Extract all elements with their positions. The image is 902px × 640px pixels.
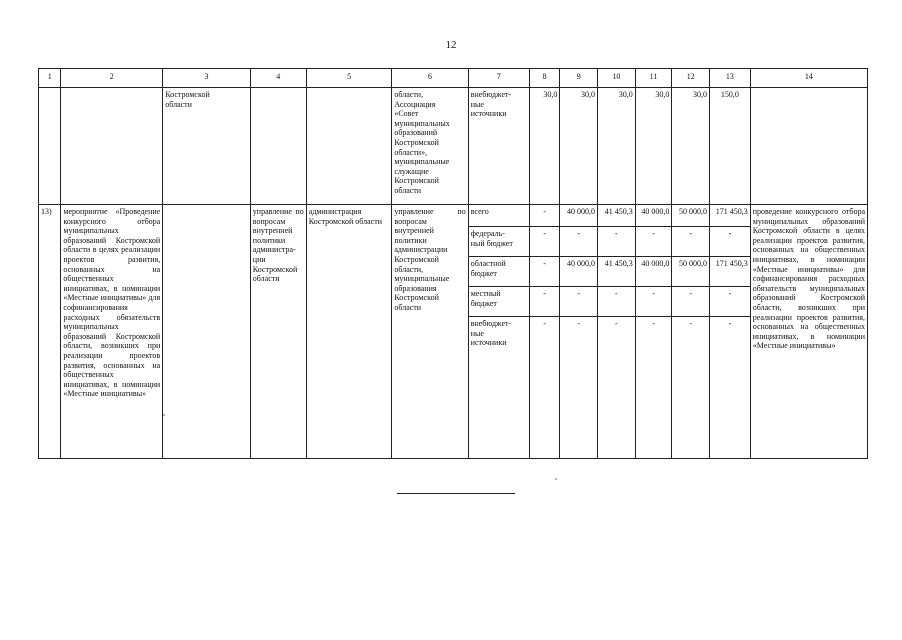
value-cell: 50 000,0	[672, 205, 710, 227]
result-cell: проведение конкурсного отбора муниципальных образований Костромской области в целях реализации проектов развития, основанных на общественных инициативах, в номинации «Местные инициативы» для софинансирования расходных обязательств муниципальных образований Костромской области, возникших при реализации проектов развития, основанных на общественных инициативах, в номинации «Местные инициативы»	[750, 205, 867, 459]
value-cell: 40 000,0	[560, 257, 598, 287]
value-cell: -	[598, 287, 636, 317]
program-table	[38, 68, 868, 459]
header-cell: 7	[468, 69, 529, 88]
source-cell: федераль- ный бюджет	[468, 227, 529, 257]
source-cell: внебюджет- ные источники	[468, 317, 529, 459]
value-cell: 50 000,0	[672, 257, 710, 287]
value-cell: 30,0	[529, 88, 560, 205]
participants-cell: области, Ассоциация «Совет муниципальных образований Костромской области», муниципальные служащие Костромской области	[392, 88, 468, 205]
table-cell	[39, 88, 61, 205]
header-row	[39, 69, 868, 88]
table-row-continuation	[39, 88, 868, 205]
closing-rule	[397, 493, 515, 494]
table-cell	[750, 88, 867, 205]
value-cell: -	[529, 257, 560, 287]
header-cell: 6	[392, 69, 468, 88]
table-cell	[306, 88, 392, 205]
value-cell: -	[635, 317, 672, 459]
value-cell: -	[560, 287, 598, 317]
table-row-13	[39, 205, 868, 227]
table-cell	[163, 205, 251, 459]
value-cell: 30,0	[635, 88, 672, 205]
value-cell: -	[560, 227, 598, 257]
value-cell: -	[672, 317, 710, 459]
page-number: 12	[445, 39, 457, 51]
value-cell: -	[710, 227, 751, 257]
row-number-cell: 13)	[39, 205, 61, 459]
value-cell: 40 000,0	[635, 205, 672, 227]
scan-speck	[555, 478, 557, 480]
value-cell: 41 450,3	[598, 205, 636, 227]
value-cell: -	[529, 317, 560, 459]
header-cell: 13	[710, 69, 751, 88]
header-cell: 12	[672, 69, 710, 88]
header-cell: 4	[250, 69, 306, 88]
value-cell: 171 450,3	[710, 257, 751, 287]
value-cell: -	[672, 287, 710, 317]
header-cell: 3	[163, 69, 251, 88]
value-cell: 40 000,0	[560, 205, 598, 227]
value-cell: -	[529, 205, 560, 227]
value-cell: 40 000,0	[635, 257, 672, 287]
participants-cell: управление по вопросам внутренней политики администрации Костромской области, муниципальные образования Костромской области	[392, 205, 468, 459]
value-cell: -	[672, 227, 710, 257]
header-cell: 14	[750, 69, 867, 88]
value-cell: -	[710, 287, 751, 317]
header-cell: 9	[560, 69, 598, 88]
table-cell	[61, 88, 163, 205]
value-cell: 171 450,3	[710, 205, 751, 227]
header-cell: 11	[635, 69, 672, 88]
value-cell: -	[560, 317, 598, 459]
scan-speck	[163, 414, 165, 416]
value-cell: -	[529, 227, 560, 257]
value-cell: 150,0	[710, 88, 751, 205]
source-cell: областной бюджет	[468, 257, 529, 287]
value-cell: -	[635, 287, 672, 317]
header-cell: 10	[598, 69, 636, 88]
value-cell: -	[529, 287, 560, 317]
source-cell: всего	[468, 205, 529, 227]
responsible-cell: управление по вопросам внутренней политики администра-ции Костромской области	[250, 205, 306, 459]
header-cell: 2	[61, 69, 163, 88]
header-cell: 5	[306, 69, 392, 88]
value-cell: 30,0	[560, 88, 598, 205]
source-cell: местный бюджет	[468, 287, 529, 317]
header-cell: 1	[39, 69, 61, 88]
activity-cell: мероприятие «Проведение конкурсного отбора муниципальных образований Костромской области в целях реализации проектов развития, основанных на общественных инициативах, в номинации «Местные инициативы» для софинансирования расходных обязательств муниципальных образований Костромской области, возникших при реализации проектов развития, основанных на общественных инициативах, в номинации «Местные инициативы»	[61, 205, 163, 459]
value-cell: 41 450,3	[598, 257, 636, 287]
table-cell	[250, 88, 306, 205]
source-cell: внебюджет- ные источники	[468, 88, 529, 205]
value-cell: -	[598, 227, 636, 257]
value-cell: -	[710, 317, 751, 459]
value-cell: -	[635, 227, 672, 257]
value-cell: 30,0	[672, 88, 710, 205]
header-cell: 8	[529, 69, 560, 88]
value-cell: -	[598, 317, 636, 459]
executor-cell: Костромской области	[163, 88, 251, 205]
coexecutor-cell: администрация Костромской области	[306, 205, 392, 459]
value-cell: 30,0	[598, 88, 636, 205]
